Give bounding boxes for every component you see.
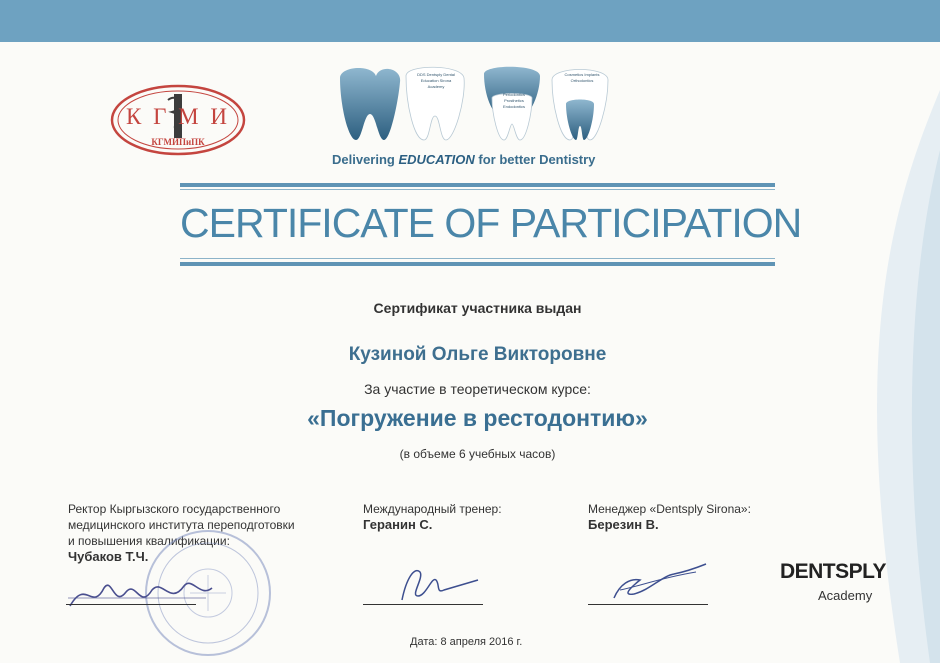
- certificate-title: CERTIFICATE OF PARTICIPATION: [180, 200, 802, 246]
- dentsply-logo: DENTSPLY: [779, 560, 887, 583]
- signatory-trainer: [363, 501, 563, 533]
- tagline-suffix: for better Dentistry: [474, 152, 596, 167]
- title-rule-bottom: [180, 262, 775, 266]
- kgmi-logo-subtitle: КГМИПиПК: [151, 137, 205, 147]
- kgmi-logo-letters: К Г М И: [126, 104, 230, 129]
- signature-manager: [600, 560, 710, 605]
- title-rule-top-thin: [180, 189, 775, 190]
- title-rule-top: [180, 183, 775, 187]
- tooth-word-cloud-3: Cosmetics Implants Orthodontics: [564, 72, 600, 83]
- signatory-role-line: медицинского института переподготовки: [68, 518, 295, 532]
- tagline-emphasis: EDUCATION: [398, 152, 475, 167]
- title-rule-bottom-thin: [180, 258, 775, 259]
- course-title: «Погружение в рестодонтию»: [307, 405, 648, 431]
- top-color-bar: [0, 0, 940, 42]
- signature-rector: [66, 568, 216, 618]
- signatory-name: Березин В.: [588, 517, 659, 532]
- recipient-name: Кузиной Ольге Викторовне: [348, 344, 607, 365]
- dentsply-academy: Academy: [818, 588, 873, 603]
- course-hours: (в объеме 6 учебных часов): [399, 447, 556, 461]
- signature-line-manager: [588, 604, 708, 605]
- signatory-manager: [588, 501, 788, 533]
- issue-date: Дата: 8 апреля 2016 г.: [410, 636, 523, 648]
- signatory-role-line: и повышения квалификации:: [68, 534, 230, 548]
- signatory-name: Чубаков Т.Ч.: [68, 549, 149, 564]
- signatory-role-line: Менеджер «Dentsply Sirona»:: [588, 502, 751, 516]
- signature-line-rector: [66, 604, 196, 605]
- signatory-role-line: Ректор Кыргызского государственного: [68, 502, 281, 516]
- tagline: [332, 152, 622, 167]
- signatory-name: Геранин С.: [363, 517, 433, 532]
- issued-to-label: Сертификат участника выдан: [373, 300, 582, 316]
- tagline-prefix: Delivering: [332, 152, 399, 167]
- signatory-role-line: Международный тренер:: [363, 502, 502, 516]
- signature-line-trainer: [363, 604, 483, 605]
- course-intro: За участие в теоретическом курсе:: [364, 381, 591, 397]
- signature-trainer: [392, 560, 482, 605]
- tooth-word-cloud-1: DDS Dentsply Dental Education Sirona Academy: [417, 72, 455, 89]
- tooth-word-cloud-2: Periodontics Prosthetics Endodontics: [502, 92, 525, 109]
